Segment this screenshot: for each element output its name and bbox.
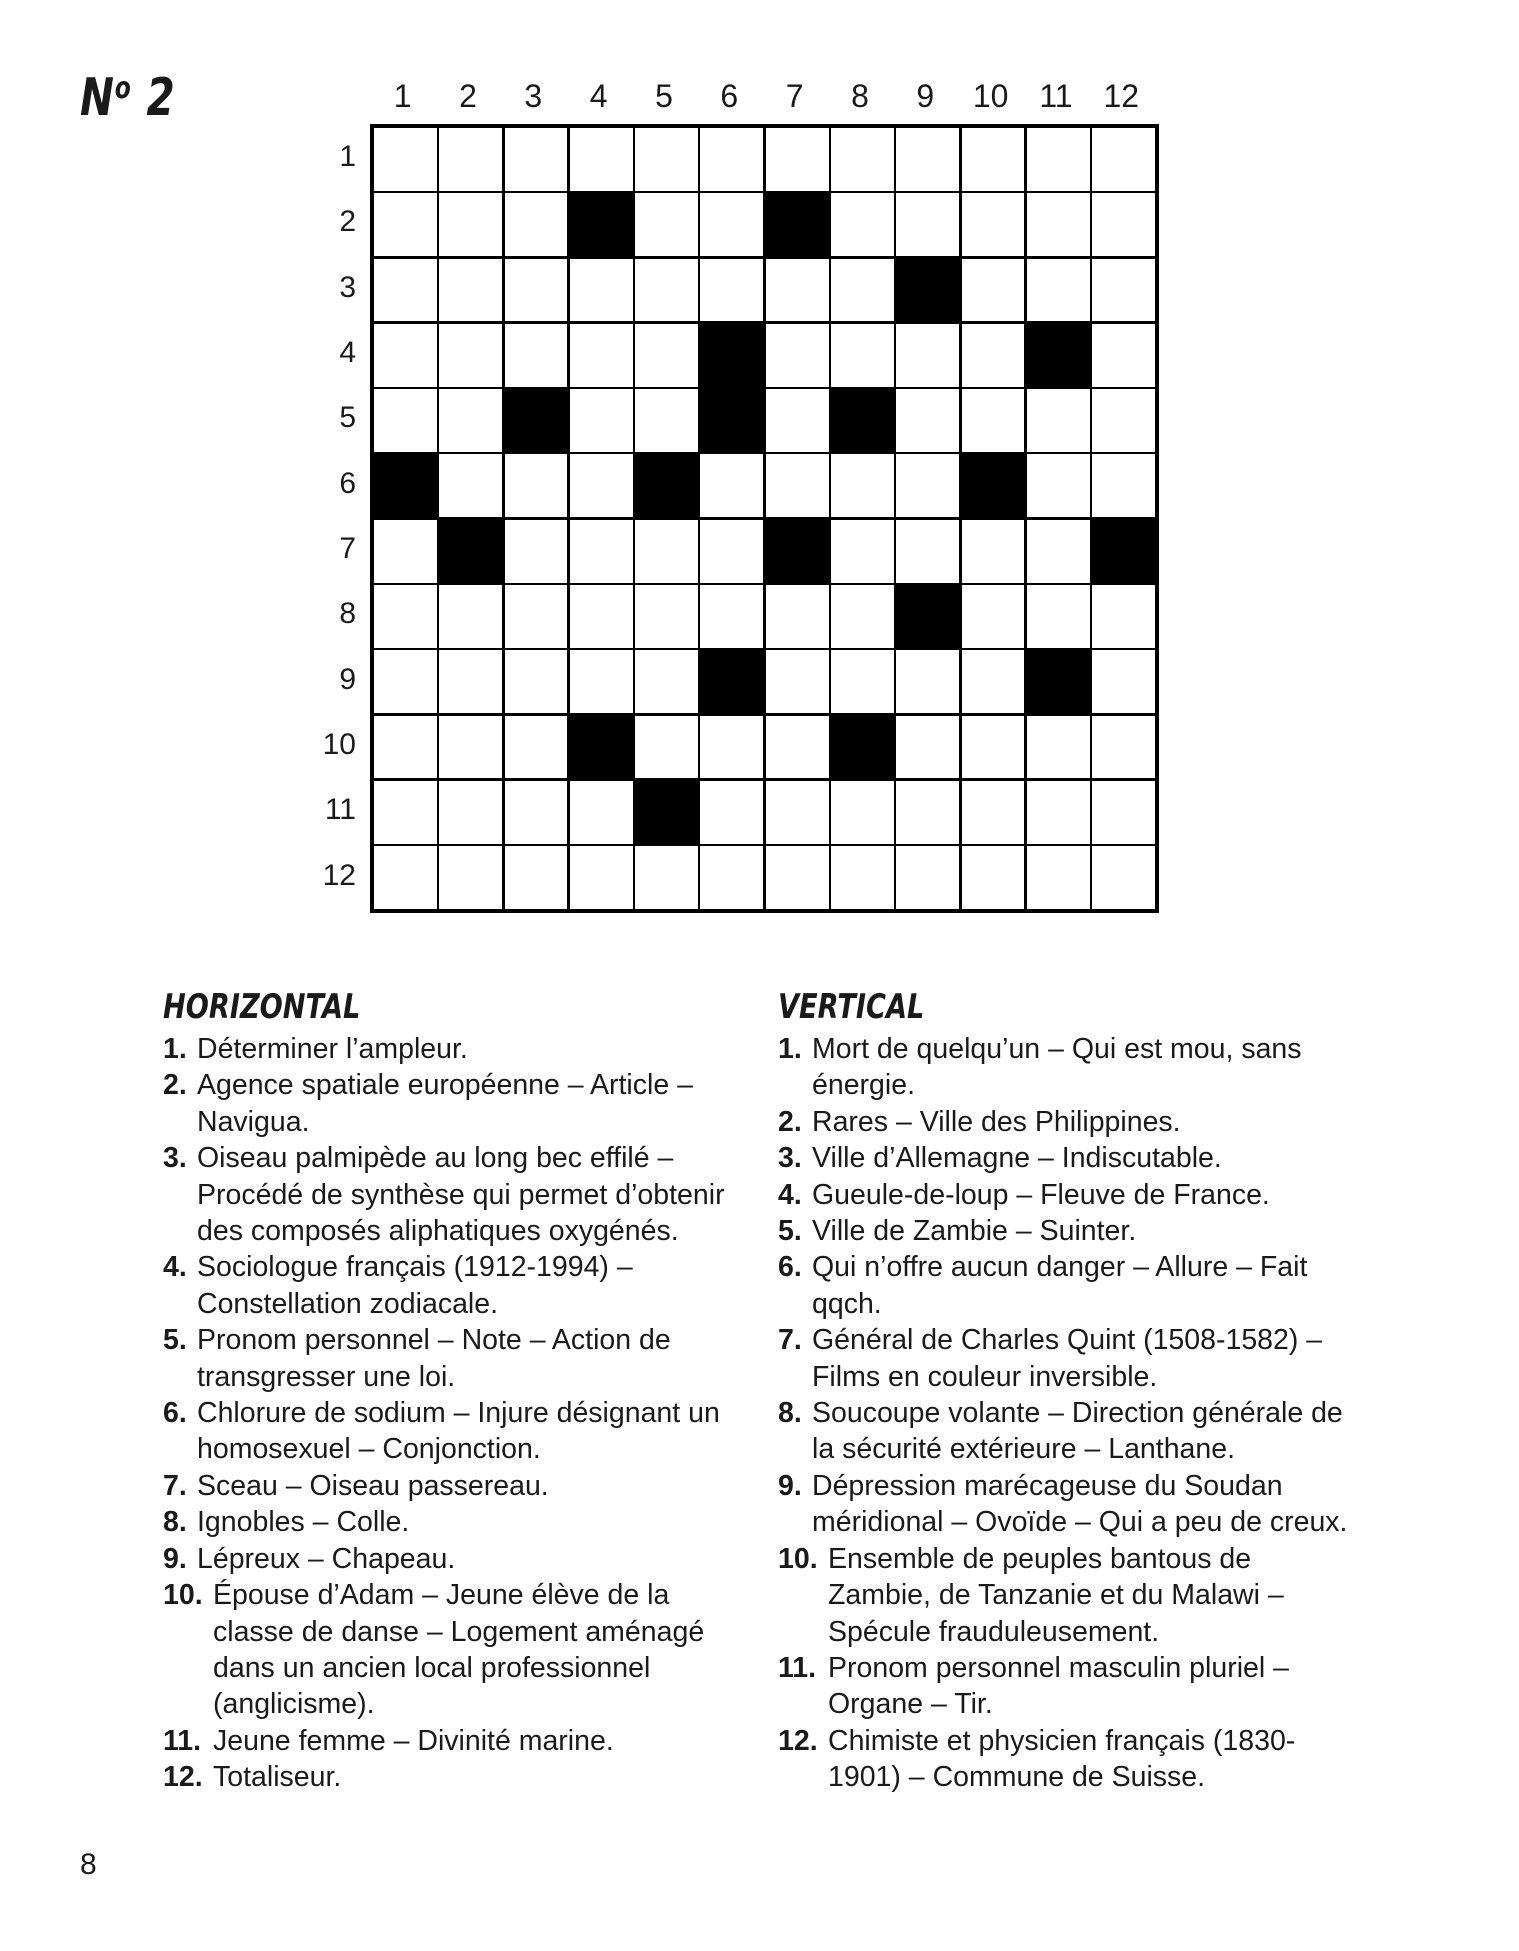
vertical-clue (778, 1650, 1358, 1723)
grid-cell[interactable] (766, 781, 829, 844)
black-cell (896, 259, 959, 322)
vertical-clue (778, 1031, 1358, 1104)
grid-cell[interactable] (505, 650, 568, 713)
row-label: 6 (339, 466, 356, 500)
grid-cell[interactable] (766, 454, 829, 517)
clue-text: Déterminer l’ampleur. (197, 1033, 468, 1065)
clue-number: 2. (778, 1105, 802, 1138)
column-label: 6 (720, 78, 739, 114)
clue-text: Rares – Ville des Philippines. (812, 1105, 1181, 1138)
grid-cell[interactable] (700, 454, 763, 517)
clue-text: Ville de Zambie – Suinter. (812, 1215, 1137, 1248)
grid-cell[interactable] (439, 389, 502, 452)
clue-text: Général de Charles Quint (1508-1582) – Films en couleur inversible. (812, 1324, 1323, 1393)
vertical-clue (778, 1140, 1358, 1176)
column-label: 12 (1103, 78, 1140, 114)
grid-cell[interactable] (635, 193, 698, 256)
grid-cell[interactable] (700, 259, 763, 322)
grid-cell[interactable] (635, 585, 698, 648)
grid-cell[interactable] (635, 128, 698, 191)
grid-cell[interactable] (1027, 846, 1090, 909)
puzzle-number (80, 68, 176, 128)
clue-text: Chlorure de sodium – Injure désignant un homosexuel – Conjonction. (197, 1397, 720, 1466)
clue-text: Mort de quelqu’un – Qui est mou, sans énergie. (812, 1033, 1302, 1102)
black-cell (896, 585, 959, 648)
grid-cell[interactable] (766, 846, 829, 909)
grid-cell[interactable] (831, 520, 894, 583)
vertical-clue (778, 1468, 1358, 1541)
grid-cell[interactable] (896, 716, 959, 779)
clue-text: Ignobles – Colle. (197, 1506, 410, 1539)
clue-number: 9. (778, 1469, 802, 1502)
grid-cell[interactable] (1092, 454, 1155, 517)
row-label: 8 (339, 597, 356, 631)
vertical-clue (778, 1249, 1358, 1322)
clue-number: 5. (163, 1324, 187, 1357)
clue-number: 8. (163, 1506, 187, 1539)
grid-cell[interactable] (374, 846, 437, 909)
grid-cell[interactable] (1027, 389, 1090, 452)
black-cell (570, 716, 633, 779)
row-label: 5 (339, 401, 356, 435)
grid-cell[interactable] (570, 520, 633, 583)
clue-text: Soucoupe volante – Direction générale de la sécurité extérieure – Lanthane. (812, 1397, 1343, 1466)
row-label: 11 (324, 793, 356, 827)
clue-number: 6. (163, 1397, 187, 1430)
clue-number: 7. (778, 1324, 802, 1357)
grid-cell[interactable] (374, 259, 437, 322)
grid-cell[interactable] (831, 846, 894, 909)
grid-cell[interactable] (896, 389, 959, 452)
column-labels (370, 78, 1155, 114)
grid-cell[interactable] (505, 259, 568, 322)
black-cell (831, 389, 894, 452)
black-cell (635, 454, 698, 517)
grid-cell[interactable] (439, 716, 502, 779)
grid-cell[interactable] (896, 454, 959, 517)
grid-cell[interactable] (505, 128, 568, 191)
grid-cell[interactable] (439, 781, 502, 844)
grid-cell[interactable] (439, 259, 502, 322)
grid-cell[interactable] (570, 585, 633, 648)
grid-cell[interactable] (831, 193, 894, 256)
grid-cell[interactable] (505, 324, 568, 387)
clue-number: 7. (163, 1469, 187, 1502)
grid-cell[interactable] (570, 650, 633, 713)
grid-cell[interactable] (700, 128, 763, 191)
grid-cell[interactable] (962, 716, 1025, 779)
horizontal-clue (163, 1723, 733, 1759)
row-label: 9 (339, 662, 356, 696)
grid-cell[interactable] (962, 324, 1025, 387)
row-label: 4 (339, 335, 356, 369)
grid-cell[interactable] (570, 324, 633, 387)
clue-text: Ensemble de peuples bantous de Zambie, de Tanzanie et du Malawi – Spécule frauduleusement. (828, 1542, 1284, 1648)
grid-cell[interactable] (1027, 193, 1090, 256)
grid-cell[interactable] (962, 193, 1025, 256)
grid-cell[interactable] (570, 128, 633, 191)
grid-cell[interactable] (896, 781, 959, 844)
grid-cell[interactable] (896, 193, 959, 256)
grid-cell[interactable] (1092, 193, 1155, 256)
page-number: 8 (80, 1848, 97, 1881)
horizontal-clue (163, 1140, 733, 1249)
grid-cell[interactable] (374, 193, 437, 256)
grid-cell[interactable] (635, 259, 698, 322)
column-label: 5 (655, 78, 673, 114)
clue-text: Pronom personnel – Note – Action de transgresser une loi. (197, 1324, 671, 1393)
clue-text: Sceau – Oiseau passereau. (197, 1469, 549, 1502)
grid-cell[interactable] (1092, 846, 1155, 909)
grid-cell[interactable] (1092, 259, 1155, 322)
horizontal-clue (163, 1541, 733, 1577)
horizontal-clue (163, 1322, 733, 1395)
grid-cell[interactable] (570, 454, 633, 517)
clue-number: 3. (778, 1142, 802, 1175)
grid-cell[interactable] (374, 520, 437, 583)
grid-cell[interactable] (831, 650, 894, 713)
clue-text: Ville d’Allemagne – Indiscutable. (812, 1142, 1222, 1175)
vertical-clues (778, 985, 1358, 1796)
grid-cell[interactable] (766, 650, 829, 713)
clue-number: 1. (778, 1033, 802, 1065)
vertical-clue (778, 1213, 1358, 1249)
column-label: 3 (524, 78, 543, 114)
grid-cell[interactable] (570, 846, 633, 909)
grid-cell[interactable] (1092, 781, 1155, 844)
grid-cell[interactable] (1027, 520, 1090, 583)
grid-cell[interactable] (1027, 454, 1090, 517)
grid-cell[interactable] (439, 324, 502, 387)
grid-cell[interactable] (439, 650, 502, 713)
grid-cell[interactable] (374, 650, 437, 713)
puzzle-number-sup: o (114, 71, 132, 106)
horizontal-clue (163, 1067, 733, 1140)
clue-number: 9. (163, 1542, 187, 1575)
grid-cell[interactable] (1027, 259, 1090, 322)
grid-cell[interactable] (439, 846, 502, 909)
grid-cell[interactable] (635, 389, 698, 452)
row-label: 7 (339, 531, 356, 565)
black-cell (439, 520, 502, 583)
grid-cell[interactable] (896, 520, 959, 583)
grid-cell[interactable] (1027, 585, 1090, 648)
column-label: 4 (589, 78, 608, 114)
column-label: 9 (916, 78, 935, 114)
clue-text: Totaliseur. (213, 1761, 342, 1794)
clue-text: Jeune femme – Divinité marine. (213, 1724, 614, 1757)
grid-cell[interactable] (505, 716, 568, 779)
puzzle-number-prefix: N (80, 68, 115, 128)
grid-cell[interactable] (439, 128, 502, 191)
clue-number: 10. (778, 1542, 818, 1575)
clue-text: Qui n’offre aucun danger – Allure – Fait qqch. (812, 1251, 1308, 1320)
grid-cell[interactable] (766, 324, 829, 387)
grid-cell[interactable] (505, 454, 568, 517)
clue-number: 8. (778, 1397, 802, 1430)
horizontal-clue (163, 1031, 733, 1067)
grid-cell[interactable] (570, 389, 633, 452)
column-label: 2 (459, 78, 477, 114)
black-cell (700, 650, 763, 713)
column-label: 10 (972, 78, 1009, 114)
black-cell (374, 454, 437, 517)
grid-cell[interactable] (505, 846, 568, 909)
column-label: 8 (851, 78, 869, 114)
grid-cell[interactable] (1092, 128, 1155, 191)
clue-number: 10. (163, 1579, 203, 1612)
row-label: 1 (339, 140, 356, 173)
row-labels (310, 124, 370, 908)
grid-cell[interactable] (439, 454, 502, 517)
grid-cell[interactable] (1092, 716, 1155, 779)
row-label: 12 (322, 858, 356, 892)
grid-cell[interactable] (962, 128, 1025, 191)
clue-number: 11. (163, 1724, 202, 1757)
column-label: 11 (1039, 78, 1073, 114)
black-cell (962, 454, 1025, 517)
grid-cell[interactable] (1092, 585, 1155, 648)
clue-text: Agence spatiale européenne – Article – Navigua. (197, 1069, 693, 1138)
grid-cell[interactable] (700, 193, 763, 256)
row-label: 2 (339, 205, 356, 239)
clue-text: Gueule-de-loup – Fleuve de France. (812, 1178, 1270, 1211)
grid-cell[interactable] (700, 716, 763, 779)
grid-cell[interactable] (962, 846, 1025, 909)
clue-number: 12. (163, 1761, 203, 1794)
black-cell (570, 193, 633, 256)
grid-cell[interactable] (635, 520, 698, 583)
grid-cell[interactable] (700, 846, 763, 909)
grid-cell[interactable] (505, 193, 568, 256)
clue-number: 1. (163, 1033, 187, 1065)
grid-cell[interactable] (374, 781, 437, 844)
vertical-clue-list (778, 1031, 1358, 1796)
clue-number: 4. (163, 1251, 187, 1284)
grid-cell[interactable] (896, 324, 959, 387)
grid-cell[interactable] (962, 520, 1025, 583)
grid-cell[interactable] (896, 846, 959, 909)
grid-cell[interactable] (831, 128, 894, 191)
grid-cell[interactable] (439, 585, 502, 648)
grid-cell[interactable] (635, 846, 698, 909)
vertical-title: VERTICAL (778, 987, 925, 1027)
grid-cell[interactable] (1027, 781, 1090, 844)
clue-number: 4. (778, 1178, 802, 1211)
black-cell (831, 716, 894, 779)
horizontal-clue (163, 1468, 733, 1504)
clue-number: 5. (778, 1215, 802, 1248)
grid-cell[interactable] (635, 716, 698, 779)
grid-cell[interactable] (374, 389, 437, 452)
grid-cell[interactable] (962, 650, 1025, 713)
row-label: 10 (322, 727, 356, 761)
black-cell (700, 389, 763, 452)
clue-text: Pronom personnel masculin pluriel – Organe – Tir. (828, 1651, 1289, 1721)
grid-cell[interactable] (831, 585, 894, 648)
grid-cell[interactable] (505, 781, 568, 844)
vertical-clue (778, 1723, 1358, 1796)
grid-cell[interactable] (766, 585, 829, 648)
grid-cell[interactable] (831, 259, 894, 322)
horizontal-clue (163, 1504, 733, 1540)
column-label: 7 (785, 78, 804, 114)
grid-cell[interactable] (505, 585, 568, 648)
puzzle-number-value: 2 (146, 68, 176, 128)
clue-text: Lépreux – Chapeau. (197, 1542, 456, 1575)
horizontal-clue (163, 1395, 733, 1468)
grid-cell[interactable] (1027, 716, 1090, 779)
clue-number: 11. (778, 1651, 817, 1684)
black-cell (766, 193, 829, 256)
black-cell (700, 324, 763, 387)
clue-number: 2. (163, 1069, 187, 1102)
black-cell (1027, 324, 1090, 387)
grid-cell[interactable] (439, 193, 502, 256)
horizontal-clues (163, 985, 733, 1796)
column-label: 1 (393, 78, 412, 114)
clue-number: 12. (778, 1724, 818, 1757)
grid-cell[interactable] (831, 324, 894, 387)
grid-cell[interactable] (700, 520, 763, 583)
grid-cell[interactable] (1092, 324, 1155, 387)
grid-cell[interactable] (505, 520, 568, 583)
grid-cell[interactable] (766, 259, 829, 322)
grid-cell[interactable] (374, 128, 437, 191)
clue-text: Oiseau palmipède au long bec effilé – Procédé de synthèse qui permet d’obtenir des composés aliphatiques oxygénés. (197, 1142, 725, 1248)
grid-cell[interactable] (1027, 128, 1090, 191)
horizontal-clue-list (163, 1031, 733, 1796)
grid-cell[interactable] (766, 389, 829, 452)
grid-cell[interactable] (896, 650, 959, 713)
black-cell (1092, 520, 1155, 583)
grid-cell[interactable] (700, 585, 763, 648)
vertical-clue (778, 1104, 1358, 1140)
horizontal-clue (163, 1759, 733, 1795)
clue-number: 3. (163, 1142, 187, 1175)
vertical-clue (778, 1541, 1358, 1650)
grid-cell[interactable] (635, 324, 698, 387)
vertical-clue (778, 1395, 1358, 1468)
grid-cell[interactable] (896, 128, 959, 191)
grid-cell[interactable] (1092, 389, 1155, 452)
grid-cell[interactable] (374, 585, 437, 648)
grid-cell[interactable] (831, 781, 894, 844)
grid-cell[interactable] (766, 716, 829, 779)
black-cell (635, 781, 698, 844)
vertical-clue (778, 1322, 1358, 1395)
grid-cell[interactable] (962, 585, 1025, 648)
horizontal-clue (163, 1577, 733, 1723)
horizontal-clue (163, 1249, 733, 1322)
grid-cell[interactable] (962, 389, 1025, 452)
vertical-clue (778, 1177, 1358, 1213)
grid-cell[interactable] (962, 259, 1025, 322)
clue-number: 6. (778, 1251, 802, 1284)
clue-text: Épouse d’Adam – Jeune élève de la classe de danse – Logement aménagé dans un ancien local professionnel (anglicisme). (213, 1579, 705, 1721)
clue-text: Chimiste et physicien français (1830-1901) – Commune de Suisse. (828, 1724, 1296, 1794)
black-cell (1027, 650, 1090, 713)
grid-cell[interactable] (766, 128, 829, 191)
grid-cell[interactable] (374, 324, 437, 387)
crossword-grid (370, 124, 1159, 913)
grid-cell[interactable] (700, 781, 763, 844)
clue-text: Dépression marécageuse du Soudan méridional – Ovoïde – Qui a peu de creux. (812, 1469, 1348, 1539)
black-cell (766, 520, 829, 583)
grid-cell[interactable] (635, 650, 698, 713)
grid-cell[interactable] (831, 454, 894, 517)
clue-text: Sociologue français (1912-1994) – Constellation zodiacale. (197, 1251, 633, 1320)
black-cell (505, 389, 568, 452)
grid-cell[interactable] (570, 781, 633, 844)
grid-cell[interactable] (374, 716, 437, 779)
grid-cell[interactable] (1092, 650, 1155, 713)
grid-cell[interactable] (962, 781, 1025, 844)
row-label: 3 (339, 270, 356, 304)
horizontal-title: HORIZONTAL (163, 987, 361, 1027)
grid-cell[interactable] (570, 259, 633, 322)
